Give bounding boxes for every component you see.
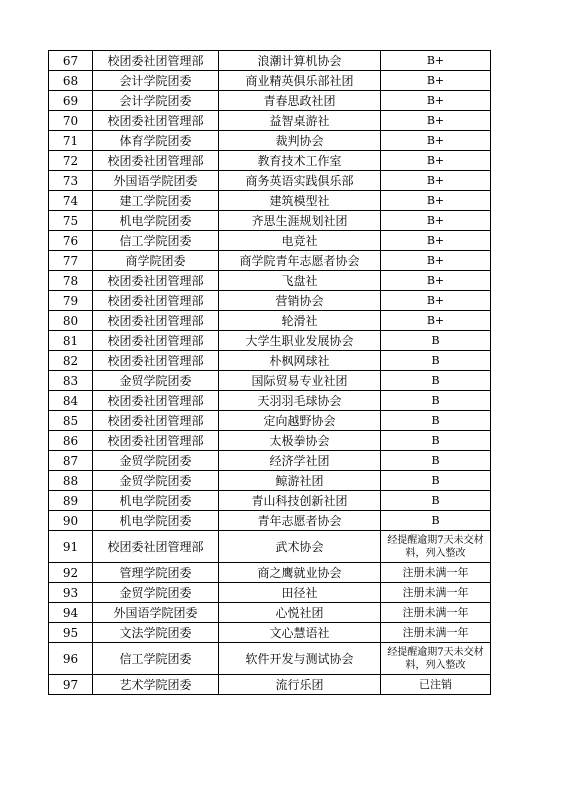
table-row (49, 623, 491, 643)
club-name-cell: 轮滑社 (219, 311, 381, 331)
rating-cell: B (381, 431, 491, 451)
table-row (49, 471, 491, 491)
row-number-cell: 95 (49, 623, 93, 643)
unit-cell: 金贸学院团委 (93, 371, 219, 391)
unit-cell: 校团委社团管理部 (93, 411, 219, 431)
rating-cell: 经提醒逾期7天未交材料，列入整改 (381, 643, 491, 675)
club-name-cell: 经济学社团 (219, 451, 381, 471)
club-name-cell: 教育技术工作室 (219, 151, 381, 171)
rating-cell: 注册未满一年 (381, 583, 491, 603)
row-number-cell: 76 (49, 231, 93, 251)
row-number-cell: 96 (49, 643, 93, 675)
rating-cell: B+ (381, 231, 491, 251)
table-row (49, 411, 491, 431)
rating-cell: 经提醒逾期7天未交材料，列入整改 (381, 531, 491, 563)
row-number-cell: 83 (49, 371, 93, 391)
rating-cell: 注册未满一年 (381, 623, 491, 643)
row-number-cell: 93 (49, 583, 93, 603)
row-number-cell: 97 (49, 675, 93, 695)
club-name-cell: 商务英语实践俱乐部 (219, 171, 381, 191)
rating-cell: 注册未满一年 (381, 563, 491, 583)
unit-cell: 商学院团委 (93, 251, 219, 271)
club-name-cell: 国际贸易专业社团 (219, 371, 381, 391)
table-row (49, 91, 491, 111)
unit-cell: 校团委社团管理部 (93, 111, 219, 131)
club-name-cell: 定向越野协会 (219, 411, 381, 431)
rating-cell: B+ (381, 91, 491, 111)
unit-cell: 校团委社团管理部 (93, 311, 219, 331)
club-name-cell: 飞盘社 (219, 271, 381, 291)
rating-cell: B+ (381, 111, 491, 131)
rating-cell: B (381, 331, 491, 351)
row-number-cell: 88 (49, 471, 93, 491)
unit-cell: 文法学院团委 (93, 623, 219, 643)
table-row (49, 251, 491, 271)
unit-cell: 校团委社团管理部 (93, 431, 219, 451)
row-number-cell: 84 (49, 391, 93, 411)
rating-cell: 注册未满一年 (381, 603, 491, 623)
unit-cell: 外国语学院团委 (93, 603, 219, 623)
club-name-cell: 朴枫网球社 (219, 351, 381, 371)
club-name-cell: 青山科技创新社团 (219, 491, 381, 511)
rating-cell: B+ (381, 151, 491, 171)
rating-cell: 已注销 (381, 675, 491, 695)
club-name-cell: 齐思生涯规划社团 (219, 211, 381, 231)
row-number-cell: 90 (49, 511, 93, 531)
row-number-cell: 81 (49, 331, 93, 351)
table-row (49, 371, 491, 391)
club-name-cell: 青春思政社团 (219, 91, 381, 111)
row-number-cell: 71 (49, 131, 93, 151)
table-row (49, 391, 491, 411)
table-row (49, 643, 491, 675)
club-name-cell: 太极拳协会 (219, 431, 381, 451)
row-number-cell: 75 (49, 211, 93, 231)
club-rating-table (48, 50, 491, 695)
row-number-cell: 69 (49, 91, 93, 111)
rating-cell: B+ (381, 291, 491, 311)
row-number-cell: 94 (49, 603, 93, 623)
unit-cell: 金贸学院团委 (93, 451, 219, 471)
table-row (49, 563, 491, 583)
row-number-cell: 67 (49, 51, 93, 71)
rating-cell: B (381, 411, 491, 431)
rating-cell: B (381, 471, 491, 491)
club-name-cell: 鲸游社团 (219, 471, 381, 491)
table-row (49, 151, 491, 171)
unit-cell: 体育学院团委 (93, 131, 219, 151)
table-row (49, 431, 491, 451)
club-name-cell: 营销协会 (219, 291, 381, 311)
table-row (49, 291, 491, 311)
rating-cell: B+ (381, 51, 491, 71)
rating-cell: B (381, 491, 491, 511)
table-row (49, 111, 491, 131)
table-row (49, 211, 491, 231)
table-row (49, 71, 491, 91)
unit-cell: 校团委社团管理部 (93, 151, 219, 171)
unit-cell: 校团委社团管理部 (93, 51, 219, 71)
club-name-cell: 武术协会 (219, 531, 381, 563)
row-number-cell: 87 (49, 451, 93, 471)
rating-cell: B+ (381, 271, 491, 291)
unit-cell: 校团委社团管理部 (93, 391, 219, 411)
row-number-cell: 80 (49, 311, 93, 331)
row-number-cell: 89 (49, 491, 93, 511)
table-row (49, 603, 491, 623)
row-number-cell: 92 (49, 563, 93, 583)
club-name-cell: 流行乐团 (219, 675, 381, 695)
rating-cell: B+ (381, 171, 491, 191)
table-row (49, 131, 491, 151)
table-body (49, 51, 491, 695)
row-number-cell: 73 (49, 171, 93, 191)
table-row (49, 531, 491, 563)
table-row (49, 351, 491, 371)
table-row (49, 583, 491, 603)
club-name-cell: 裁判协会 (219, 131, 381, 151)
table-row (49, 171, 491, 191)
unit-cell: 校团委社团管理部 (93, 271, 219, 291)
club-name-cell: 商业精英俱乐部社团 (219, 71, 381, 91)
unit-cell: 校团委社团管理部 (93, 291, 219, 311)
row-number-cell: 78 (49, 271, 93, 291)
club-name-cell: 益智桌游社 (219, 111, 381, 131)
club-name-cell: 建筑模型社 (219, 191, 381, 211)
unit-cell: 外国语学院团委 (93, 171, 219, 191)
unit-cell: 校团委社团管理部 (93, 331, 219, 351)
club-name-cell: 青年志愿者协会 (219, 511, 381, 531)
table-row (49, 491, 491, 511)
row-number-cell: 91 (49, 531, 93, 563)
unit-cell: 机电学院团委 (93, 511, 219, 531)
table-row (49, 51, 491, 71)
club-name-cell: 田径社 (219, 583, 381, 603)
unit-cell: 会计学院团委 (93, 91, 219, 111)
rating-cell: B (381, 371, 491, 391)
club-name-cell: 软件开发与测试协会 (219, 643, 381, 675)
unit-cell: 会计学院团委 (93, 71, 219, 91)
club-name-cell: 电竞社 (219, 231, 381, 251)
club-name-cell: 心悦社团 (219, 603, 381, 623)
rating-cell: B+ (381, 211, 491, 231)
row-number-cell: 68 (49, 71, 93, 91)
table-row (49, 331, 491, 351)
table-row (49, 311, 491, 331)
rating-cell: B+ (381, 191, 491, 211)
rating-cell: B (381, 391, 491, 411)
unit-cell: 校团委社团管理部 (93, 351, 219, 371)
table-row (49, 675, 491, 695)
rating-cell: B+ (381, 71, 491, 91)
club-name-cell: 商之鹰就业协会 (219, 563, 381, 583)
row-number-cell: 74 (49, 191, 93, 211)
unit-cell: 机电学院团委 (93, 491, 219, 511)
rating-cell: B+ (381, 311, 491, 331)
club-name-cell: 商学院青年志愿者协会 (219, 251, 381, 271)
row-number-cell: 72 (49, 151, 93, 171)
unit-cell: 校团委社团管理部 (93, 531, 219, 563)
unit-cell: 建工学院团委 (93, 191, 219, 211)
table-row (49, 191, 491, 211)
unit-cell: 金贸学院团委 (93, 471, 219, 491)
table-row (49, 271, 491, 291)
unit-cell: 金贸学院团委 (93, 583, 219, 603)
rating-cell: B+ (381, 251, 491, 271)
rating-cell: B+ (381, 131, 491, 151)
unit-cell: 艺术学院团委 (93, 675, 219, 695)
row-number-cell: 82 (49, 351, 93, 371)
rating-cell: B (381, 351, 491, 371)
rating-cell: B (381, 451, 491, 471)
unit-cell: 信工学院团委 (93, 231, 219, 251)
rating-cell: B (381, 511, 491, 531)
unit-cell: 机电学院团委 (93, 211, 219, 231)
club-name-cell: 大学生职业发展协会 (219, 331, 381, 351)
unit-cell: 信工学院团委 (93, 643, 219, 675)
club-name-cell: 浪潮计算机协会 (219, 51, 381, 71)
row-number-cell: 77 (49, 251, 93, 271)
row-number-cell: 79 (49, 291, 93, 311)
table-row (49, 451, 491, 471)
club-name-cell: 文心慧语社 (219, 623, 381, 643)
unit-cell: 管理学院团委 (93, 563, 219, 583)
row-number-cell: 70 (49, 111, 93, 131)
row-number-cell: 85 (49, 411, 93, 431)
table-row (49, 511, 491, 531)
row-number-cell: 86 (49, 431, 93, 451)
table-row (49, 231, 491, 251)
club-name-cell: 天羽羽毛球协会 (219, 391, 381, 411)
